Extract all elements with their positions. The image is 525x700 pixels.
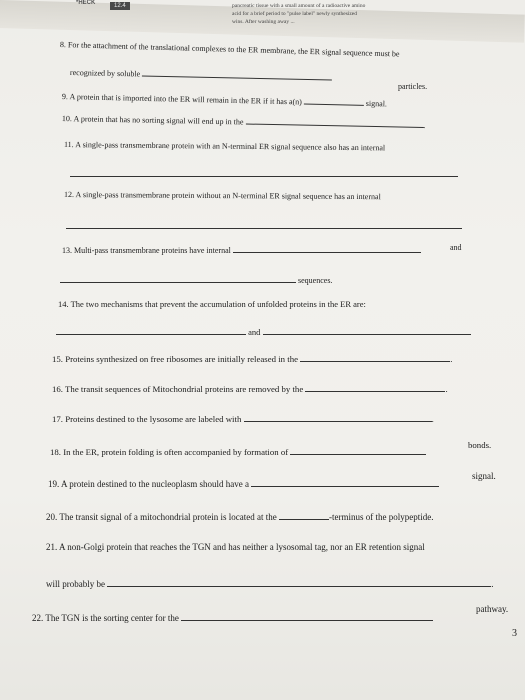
- question-number: 14.: [58, 299, 69, 309]
- question-text: The transit signal of a mitochondrial protein is located at the: [59, 512, 277, 522]
- question-text: A protein that is imported into the ER will remain in the ER if it has a(n): [69, 92, 302, 107]
- question-text: The transit sequences of Mitochondrial proteins are removed by the: [65, 384, 304, 394]
- question-suffix: .: [423, 120, 426, 130]
- question-8: [60, 40, 400, 58]
- question-text: A single-pass transmembrane protein with an N-terminal ER signal sequence also has an internal: [75, 140, 386, 153]
- answer-blank[interactable]: [300, 353, 450, 362]
- question-18-suffix: bonds.: [468, 440, 492, 450]
- question-text: Proteins synthesized on free ribosomes are initially released in the: [65, 354, 299, 364]
- question-text: A single-pass transmembrane protein without an N-terminal ER signal sequence has an internal: [75, 190, 381, 202]
- answer-blank[interactable]: [244, 413, 432, 422]
- question-number: 22.: [32, 613, 44, 623]
- question-text: Multi-pass transmembrane proteins have internal: [74, 246, 231, 255]
- question-text: Proteins destined to the lysosome are labeled with: [65, 414, 242, 424]
- answer-blank[interactable]: [70, 176, 458, 177]
- question-18: [50, 446, 426, 457]
- question-text: will probably be: [46, 579, 105, 589]
- answer-blank[interactable]: [245, 116, 426, 130]
- question-text: The TGN is the sorting center for the: [45, 613, 179, 623]
- header-fragment-2: acid for a brief period to "pulse label" newly synthesized: [232, 11, 357, 17]
- question-number: 9.: [61, 92, 69, 102]
- question-16: 16. The transit sequences of Mitochondrial proteins are removed by the .: [52, 384, 448, 394]
- header-fragment-3: wins. After washing away ...: [232, 19, 295, 25]
- question-8-suffix: particles.: [398, 82, 428, 91]
- question-number: 20.: [46, 512, 58, 522]
- question-19-suffix: signal.: [472, 471, 496, 481]
- header-fragment-1: pancreatic tissue with a small amount of a radioactive amino: [232, 3, 366, 9]
- answer-blank[interactable]: [290, 446, 426, 455]
- question-21: [46, 542, 425, 552]
- header-label: *HECK: [76, 0, 96, 6]
- question-14: [58, 299, 366, 309]
- answer-blank[interactable]: [56, 326, 246, 335]
- answer-blank[interactable]: [107, 578, 491, 587]
- question-suffix: sequences.: [298, 276, 333, 285]
- question-number: 10.: [61, 114, 73, 124]
- answer-blank[interactable]: [263, 326, 471, 335]
- question-9: [62, 90, 387, 108]
- page-number: 3: [512, 628, 517, 639]
- answer-blank[interactable]: [251, 478, 439, 487]
- question-number: 12.: [63, 190, 75, 200]
- question-text: recognized by soluble: [69, 68, 141, 79]
- question-21-line-2: will probably be .: [46, 579, 494, 589]
- question-text: In the ER, protein folding is often accompanied by formation of: [63, 447, 289, 457]
- question-number: 13.: [62, 246, 72, 255]
- question-17: 17. Proteins destined to the lysosome are labeled with .: [52, 414, 434, 424]
- question-number: 8.: [59, 40, 67, 50]
- question-20: [46, 511, 434, 522]
- answer-blank[interactable]: [181, 612, 433, 621]
- question-text: and: [248, 327, 261, 337]
- question-13-and: and: [450, 243, 462, 252]
- question-number: 15.: [52, 354, 63, 364]
- question-19: [48, 478, 439, 489]
- question-10: [62, 112, 426, 130]
- answer-blank[interactable]: [304, 95, 364, 105]
- answer-blank[interactable]: [60, 274, 296, 283]
- question-number: 17.: [52, 414, 63, 424]
- answer-blank[interactable]: [305, 383, 445, 392]
- question-14-line-2: [56, 326, 471, 337]
- question-22-suffix: pathway.: [476, 604, 509, 614]
- question-12: [64, 190, 381, 201]
- question-number: 11.: [63, 140, 74, 150]
- question-13-line-2: [60, 274, 332, 285]
- question-number: 16.: [52, 384, 63, 394]
- question-text: The two mechanisms that prevent the accumulation of unfolded proteins in the ER are:: [70, 299, 366, 309]
- question-number: 19.: [48, 479, 60, 489]
- question-suffix: -terminus of the polypeptide.: [329, 512, 434, 522]
- question-13: [62, 244, 421, 255]
- question-suffix: signal.: [365, 98, 388, 109]
- answer-blank[interactable]: [279, 511, 329, 520]
- question-text: A protein destined to the nucleoplasm should have a: [61, 479, 249, 489]
- question-text: A protein that has no sorting signal will end up in the: [73, 114, 244, 127]
- question-11: [64, 140, 385, 152]
- answer-blank[interactable]: [66, 228, 462, 229]
- question-number: 21.: [46, 542, 58, 552]
- header-badge: 12.4: [110, 2, 130, 10]
- question-number: 18.: [50, 447, 61, 457]
- question-text: A non-Golgi protein that reaches the TGN and has neither a lysosomal tag, nor an ER retention signal: [59, 542, 425, 552]
- question-text: For the attachment of the translational complexes to the ER membrane, the ER signal sequence must be: [67, 40, 400, 59]
- question-15: 15. Proteins synthesized on free ribosomes are initially released in the .: [52, 354, 453, 364]
- question-8-line-2: [70, 66, 332, 82]
- question-22: [32, 612, 433, 623]
- answer-blank[interactable]: [142, 68, 332, 81]
- answer-blank[interactable]: [233, 244, 421, 253]
